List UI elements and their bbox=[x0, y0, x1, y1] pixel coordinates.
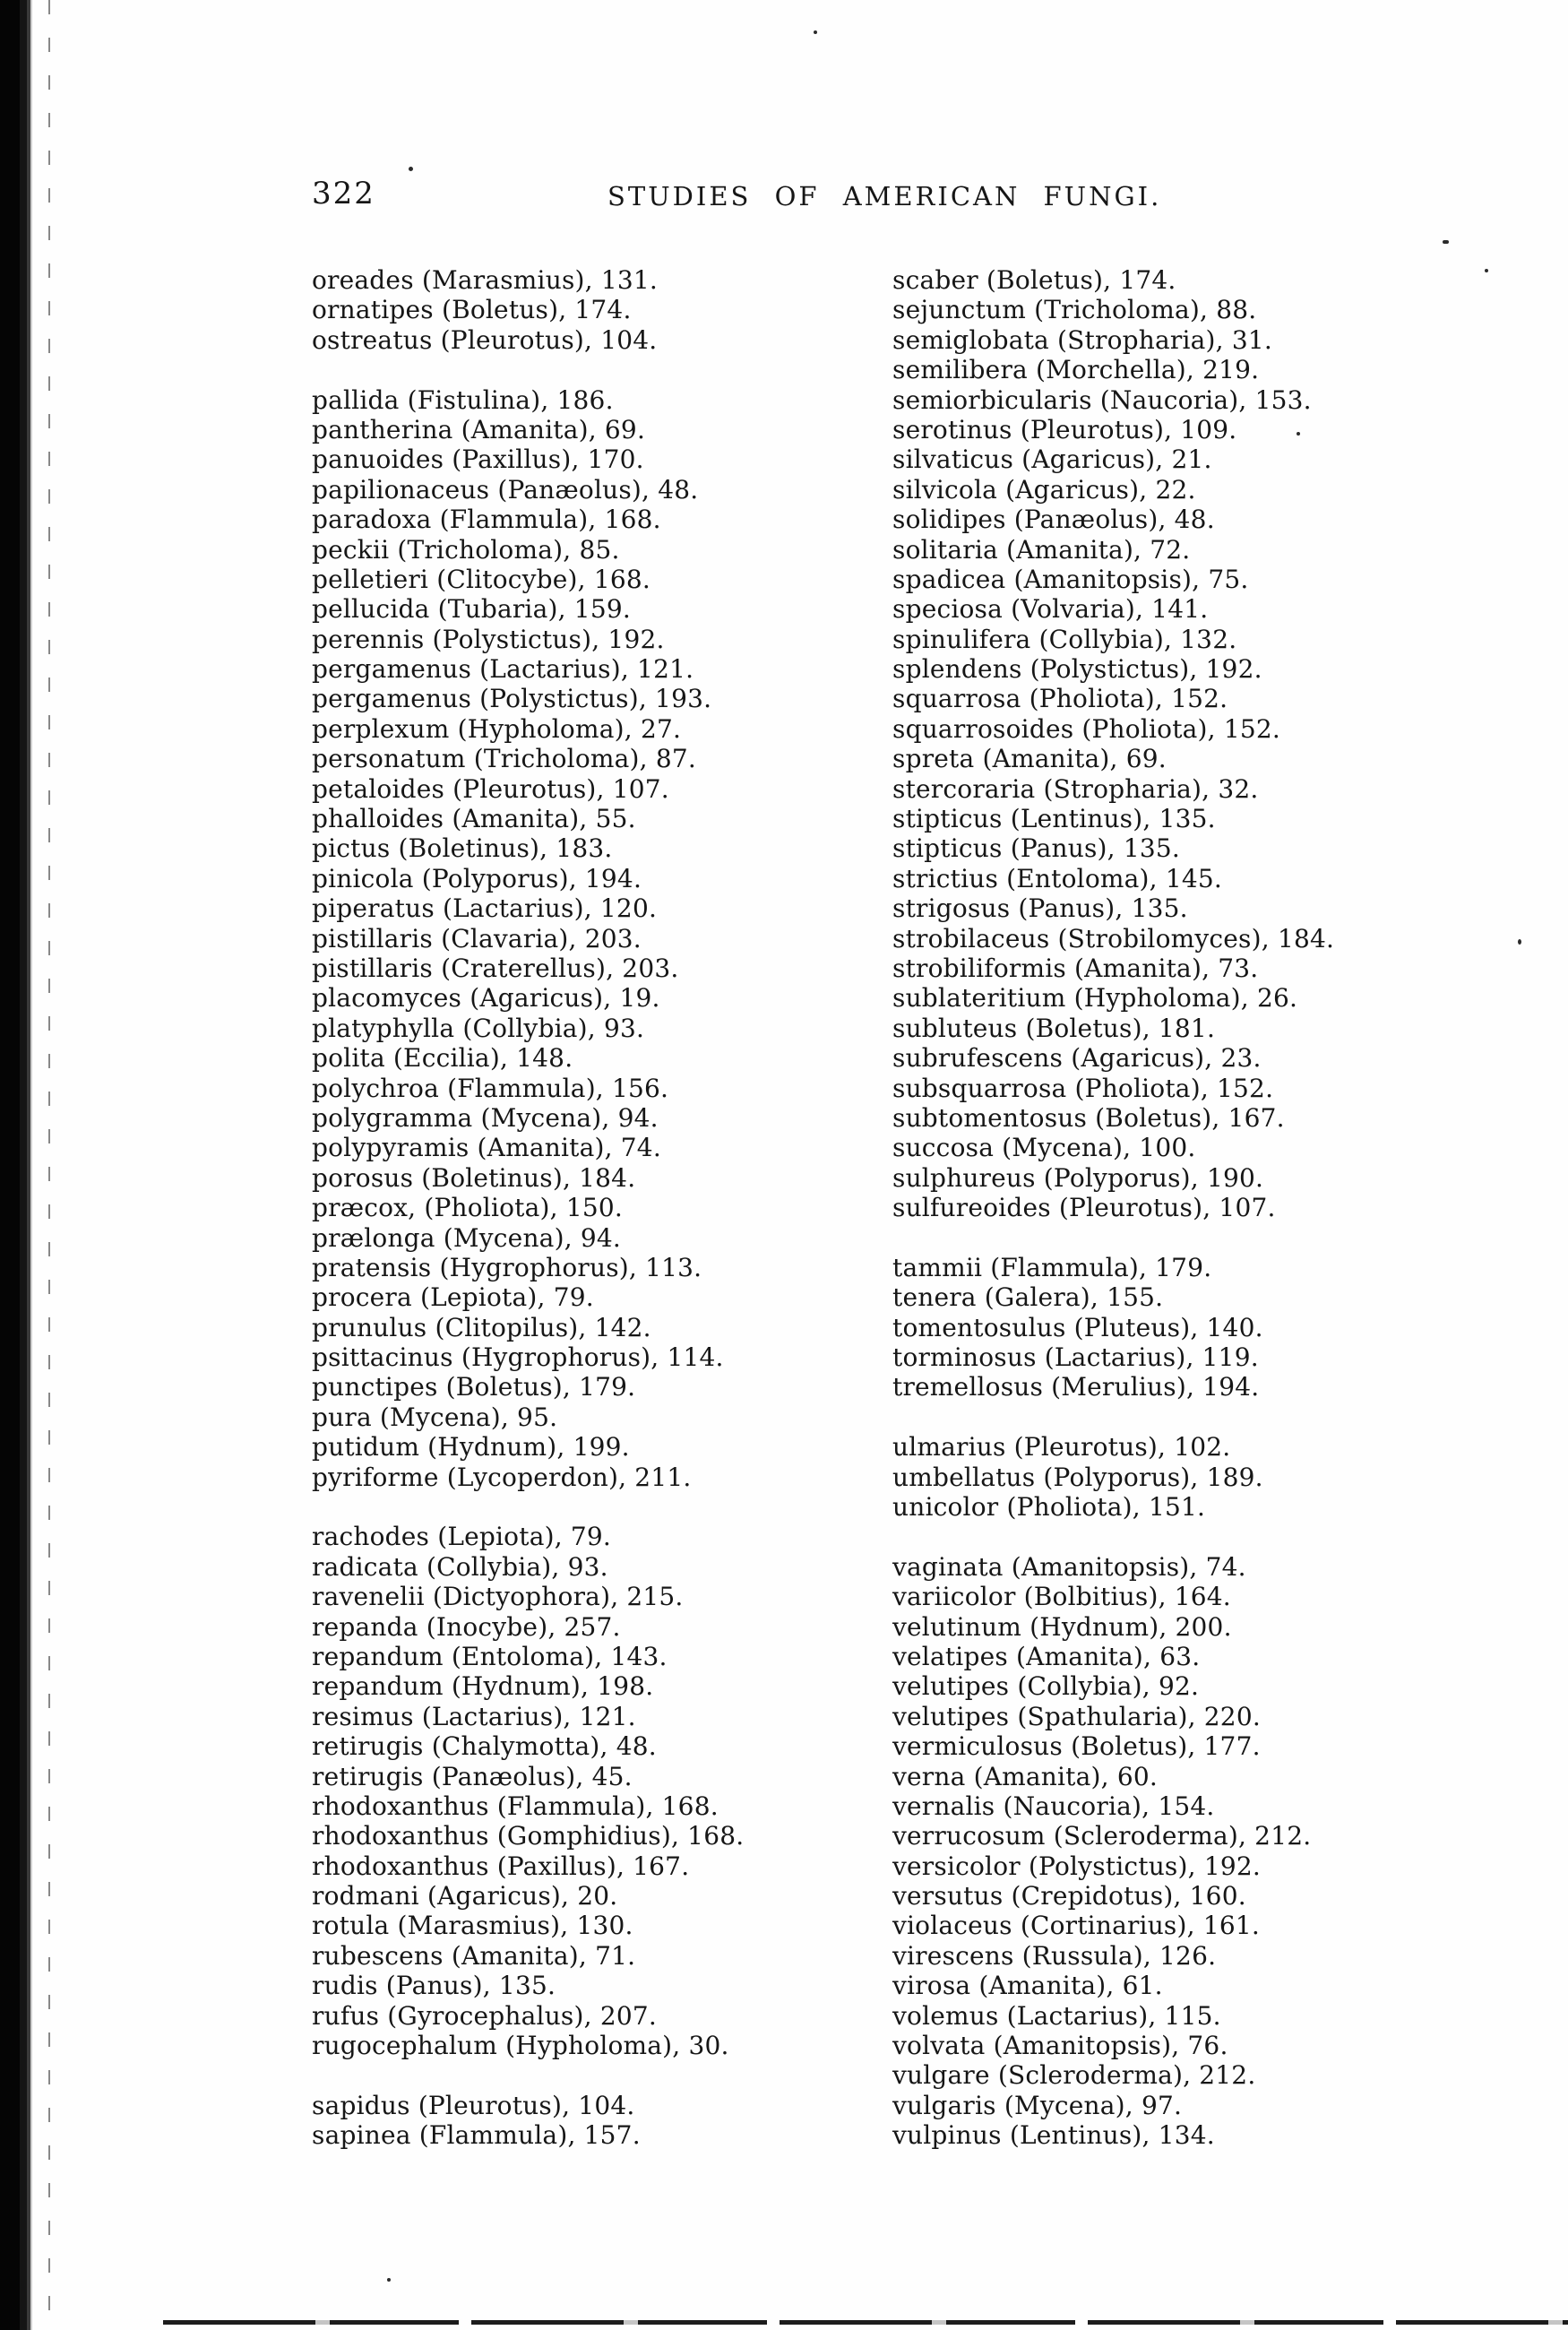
index-entry: rotula (Marasmius), 130. bbox=[312, 1911, 633, 1941]
index-entry: repandum (Hydnum), 198. bbox=[312, 1671, 654, 1702]
index-entry: pelletieri (Clitocybe), 168. bbox=[312, 564, 651, 594]
index-entry: spadicea (Amanitopsis), 75. bbox=[892, 564, 1249, 594]
index-group-r bbox=[312, 1522, 867, 2060]
index-entry: præcox, (Pholiota), 150. bbox=[312, 1193, 623, 1223]
index-entry: silvaticus (Agaricus), 21. bbox=[892, 444, 1212, 475]
index-entry: subrufescens (Agaricus), 23. bbox=[892, 1043, 1262, 1074]
index-entry: stipticus (Panus), 135. bbox=[892, 833, 1180, 864]
index-entry: ulmarius (Pleurotus), 102. bbox=[892, 1432, 1231, 1463]
index-entry: petaloides (Pleurotus), 107. bbox=[312, 773, 669, 804]
index-entry: rugocephalum (Hypholoma), 30. bbox=[312, 2031, 729, 2061]
index-entry: resimus (Lactarius), 121. bbox=[312, 1701, 636, 1731]
index-entry: rhodoxanthus (Gomphidius), 168. bbox=[312, 1821, 745, 1851]
index-entry: verrucosum (Scleroderma), 212. bbox=[892, 1821, 1312, 1851]
index-entry: platyphylla (Collybia), 93. bbox=[312, 1013, 645, 1043]
scan-speck bbox=[814, 30, 817, 34]
index-entry: subsquarrosa (Pholiota), 152. bbox=[892, 1073, 1274, 1103]
index-entry: splendens (Polystictus), 192. bbox=[892, 654, 1262, 685]
index-entry: solidipes (Panæolus), 48. bbox=[892, 505, 1215, 535]
index-entry: torminosus (Lactarius), 119. bbox=[892, 1342, 1259, 1373]
index-entry: squarrosa (Pholiota), 152. bbox=[892, 684, 1228, 714]
index-entry: porosus (Boletinus), 184. bbox=[312, 1162, 636, 1193]
index-entry: strobilaceus (Strobilomyces), 184. bbox=[892, 923, 1335, 954]
index-entry: subluteus (Boletus), 181. bbox=[892, 1013, 1216, 1043]
scan-speck bbox=[1518, 939, 1521, 945]
index-entry: pinicola (Polyporus), 194. bbox=[312, 863, 642, 893]
index-entry: perennis (Polystictus), 192. bbox=[312, 624, 665, 654]
index-entry: panuoides (Paxillus), 170. bbox=[312, 444, 644, 475]
index-column-left bbox=[312, 265, 867, 2151]
index-entry: rodmani (Agaricus), 20. bbox=[312, 1881, 618, 1911]
index-entry: vermiculosus (Boletus), 177. bbox=[892, 1731, 1261, 1762]
index-group-p bbox=[312, 385, 867, 1492]
index-entry: peckii (Tricholoma), 85. bbox=[312, 534, 620, 565]
index-entry: spinulifera (Collybia), 132. bbox=[892, 624, 1237, 654]
index-entry: volvata (Amanitopsis), 76. bbox=[892, 2031, 1228, 2061]
index-entry: semilibera (Morchella), 219. bbox=[892, 355, 1260, 385]
index-entry: speciosa (Volvaria), 141. bbox=[892, 594, 1209, 625]
index-entry: volemus (Lactarius), 115. bbox=[892, 2000, 1221, 2031]
index-entry: versicolor (Polystictus), 192. bbox=[892, 1851, 1261, 1881]
index-entry: stipticus (Lentinus), 135. bbox=[892, 804, 1216, 834]
page-number: 322 bbox=[312, 176, 375, 211]
index-entry: unicolor (Pholiota), 151. bbox=[892, 1492, 1206, 1523]
index-entry: vulgaris (Mycena), 97. bbox=[892, 2090, 1183, 2120]
index-entry: repanda (Inocybe), 257. bbox=[312, 1611, 621, 1642]
scan-speck bbox=[1485, 269, 1488, 272]
index-entry: umbellatus (Polyporus), 189. bbox=[892, 1462, 1263, 1492]
index-entry: pergamenus (Lactarius), 121. bbox=[312, 654, 694, 685]
index-entry: putidum (Hydnum), 199. bbox=[312, 1432, 630, 1463]
index-entry: solitaria (Amanita), 72. bbox=[892, 534, 1191, 565]
index-entry: strobiliformis (Amanita), 73. bbox=[892, 953, 1259, 983]
index-entry: semiglobata (Stropharia), 31. bbox=[892, 324, 1272, 355]
index-entry: polypyramis (Amanita), 74. bbox=[312, 1133, 661, 1163]
scan-speck bbox=[1443, 240, 1449, 244]
index-entry: tomentosulus (Pluteus), 140. bbox=[892, 1312, 1263, 1342]
index-entry: strictius (Entoloma), 145. bbox=[892, 863, 1222, 893]
index-entry: pistillaris (Clavaria), 203. bbox=[312, 923, 642, 954]
index-entry: tenera (Galera), 155. bbox=[892, 1282, 1164, 1313]
index-entry: sublateritium (Hypholoma), 26. bbox=[892, 983, 1298, 1014]
index-entry: repandum (Entoloma), 143. bbox=[312, 1641, 668, 1671]
index-entry: vernalis (Naucoria), 154. bbox=[892, 1791, 1215, 1821]
index-group-o bbox=[312, 265, 867, 355]
index-group-v bbox=[892, 1552, 1430, 2151]
index-entry: pergamenus (Polystictus), 193. bbox=[312, 684, 712, 714]
index-entry: personatum (Tricholoma), 87. bbox=[312, 744, 696, 774]
index-entry: squarrosoides (Pholiota), 152. bbox=[892, 713, 1281, 744]
index-entry: polita (Eccilia), 148. bbox=[312, 1043, 573, 1074]
index-entry: retirugis (Panæolus), 45. bbox=[312, 1761, 633, 1791]
index-entry: velutipes (Collybia), 92. bbox=[892, 1671, 1200, 1702]
index-entry: virosa (Amanita), 61. bbox=[892, 1971, 1163, 2001]
index-entry: rhodoxanthus (Flammula), 168. bbox=[312, 1791, 719, 1821]
index-entry: punctipes (Boletus), 179. bbox=[312, 1372, 636, 1402]
index-entry: placomyces (Agaricus), 19. bbox=[312, 983, 660, 1014]
index-entry: pratensis (Hygrophorus), 113. bbox=[312, 1252, 702, 1282]
index-entry: rhodoxanthus (Paxillus), 167. bbox=[312, 1851, 690, 1881]
running-head: STUDIES OF AMERICAN FUNGI. bbox=[607, 181, 1162, 211]
index-entry: pyriforme (Lycoperdon), 211. bbox=[312, 1462, 692, 1492]
index-entry: ravenelii (Dictyophora), 215. bbox=[312, 1582, 684, 1612]
index-entry: ostreatus (Pleurotus), 104. bbox=[312, 324, 658, 355]
gutter-hairline bbox=[48, 0, 50, 2330]
index-entry: subtomentosus (Boletus), 167. bbox=[892, 1102, 1285, 1133]
index-entry: vaginata (Amanitopsis), 74. bbox=[892, 1551, 1246, 1582]
index-entry: serotinus (Pleurotus), 109. bbox=[892, 414, 1237, 444]
index-entry: rubescens (Amanita), 71. bbox=[312, 1940, 636, 1971]
index-group-t bbox=[892, 1253, 1430, 1402]
index-entry: sapidus (Pleurotus), 104. bbox=[312, 2090, 635, 2120]
index-entry: violaceus (Cortinarius), 161. bbox=[892, 1911, 1260, 1941]
index-group-u bbox=[892, 1432, 1430, 1522]
index-entry: sejunctum (Tricholoma), 88. bbox=[892, 295, 1257, 325]
scan-speck bbox=[409, 167, 413, 171]
index-entry: vulpinus (Lentinus), 134. bbox=[892, 2120, 1215, 2151]
index-entry: rachodes (Lepiota), 79. bbox=[312, 1522, 612, 1552]
index-entry: scaber (Boletus), 174. bbox=[892, 265, 1176, 295]
index-entry: ornatipes (Boletus), 174. bbox=[312, 295, 632, 325]
index-entry: sulfureoides (Pleurotus), 107. bbox=[892, 1193, 1276, 1223]
index-entry: silvicola (Agaricus), 22. bbox=[892, 474, 1196, 505]
index-entry: polychroa (Flammula), 156. bbox=[312, 1073, 669, 1103]
index-entry: velutipes (Spathularia), 220. bbox=[892, 1701, 1261, 1731]
index-entry: papilionaceus (Panæolus), 48. bbox=[312, 474, 699, 505]
index-entry: paradoxa (Flammula), 168. bbox=[312, 505, 661, 535]
index-entry: psittacinus (Hygrophorus), 114. bbox=[312, 1342, 724, 1373]
index-entry: strigosus (Panus), 135. bbox=[892, 893, 1188, 924]
index-entry: pura (Mycena), 95. bbox=[312, 1402, 558, 1432]
index-entry: succosa (Mycena), 100. bbox=[892, 1133, 1196, 1163]
index-entry: piperatus (Lactarius), 120. bbox=[312, 893, 658, 924]
index-entry: pallida (Fistulina), 186. bbox=[312, 384, 614, 415]
index-entry: rudis (Panus), 135. bbox=[312, 1971, 556, 2001]
index-entry: tremellosus (Merulius), 194. bbox=[892, 1372, 1260, 1402]
index-column-right bbox=[892, 265, 1430, 2151]
index-entry: oreades (Marasmius), 131. bbox=[312, 265, 658, 295]
index-entry: pictus (Boletinus), 183. bbox=[312, 833, 613, 864]
index-entry: spreta (Amanita), 69. bbox=[892, 744, 1167, 774]
index-entry: radicata (Collybia), 93. bbox=[312, 1551, 608, 1582]
index-entry: retirugis (Chalymotta), 48. bbox=[312, 1731, 657, 1762]
index-entry: stercoraria (Stropharia), 32. bbox=[892, 773, 1259, 804]
index-entry: verna (Amanita), 60. bbox=[892, 1761, 1158, 1791]
index-entry: velatipes (Amanita), 63. bbox=[892, 1641, 1201, 1671]
index-entry: rufus (Gyrocephalus), 207. bbox=[312, 2000, 657, 2031]
index-entry: perplexum (Hypholoma), 27. bbox=[312, 713, 682, 744]
index-group-s bbox=[312, 2091, 867, 2151]
index-entry: prælonga (Mycena), 94. bbox=[312, 1222, 622, 1253]
index-entry: pistillaris (Craterellus), 203. bbox=[312, 953, 679, 983]
index-entry: sulphureus (Polyporus), 190. bbox=[892, 1162, 1264, 1193]
index-entry: prunulus (Clitopilus), 142. bbox=[312, 1312, 651, 1342]
index-entry: procera (Lepiota), 79. bbox=[312, 1282, 594, 1313]
index-entry: variicolor (Bolbitius), 164. bbox=[892, 1582, 1231, 1612]
index-entry: virescens (Russula), 126. bbox=[892, 1940, 1217, 1971]
scan-speck bbox=[387, 2278, 391, 2282]
index-group-s bbox=[892, 265, 1430, 1223]
index-entry: vulgare (Scleroderma), 212. bbox=[892, 2060, 1256, 2091]
book-gutter-shadow bbox=[0, 0, 32, 2330]
index-entry: polygramma (Mycena), 94. bbox=[312, 1102, 659, 1133]
index-entry: versutus (Crepidotus), 160. bbox=[892, 1881, 1246, 1911]
index-entry: phalloides (Amanita), 55. bbox=[312, 804, 636, 834]
index-entry: tammii (Flammula), 179. bbox=[892, 1252, 1212, 1282]
index-entry: sapinea (Flammula), 157. bbox=[312, 2120, 641, 2151]
index-entry: pantherina (Amanita), 69. bbox=[312, 414, 646, 444]
index-entry: semiorbicularis (Naucoria), 153. bbox=[892, 384, 1312, 415]
index-entry: pellucida (Tubaria), 159. bbox=[312, 594, 631, 625]
index-entry: velutinum (Hydnum), 200. bbox=[892, 1611, 1232, 1642]
bottom-scan-edge bbox=[163, 2320, 1568, 2325]
